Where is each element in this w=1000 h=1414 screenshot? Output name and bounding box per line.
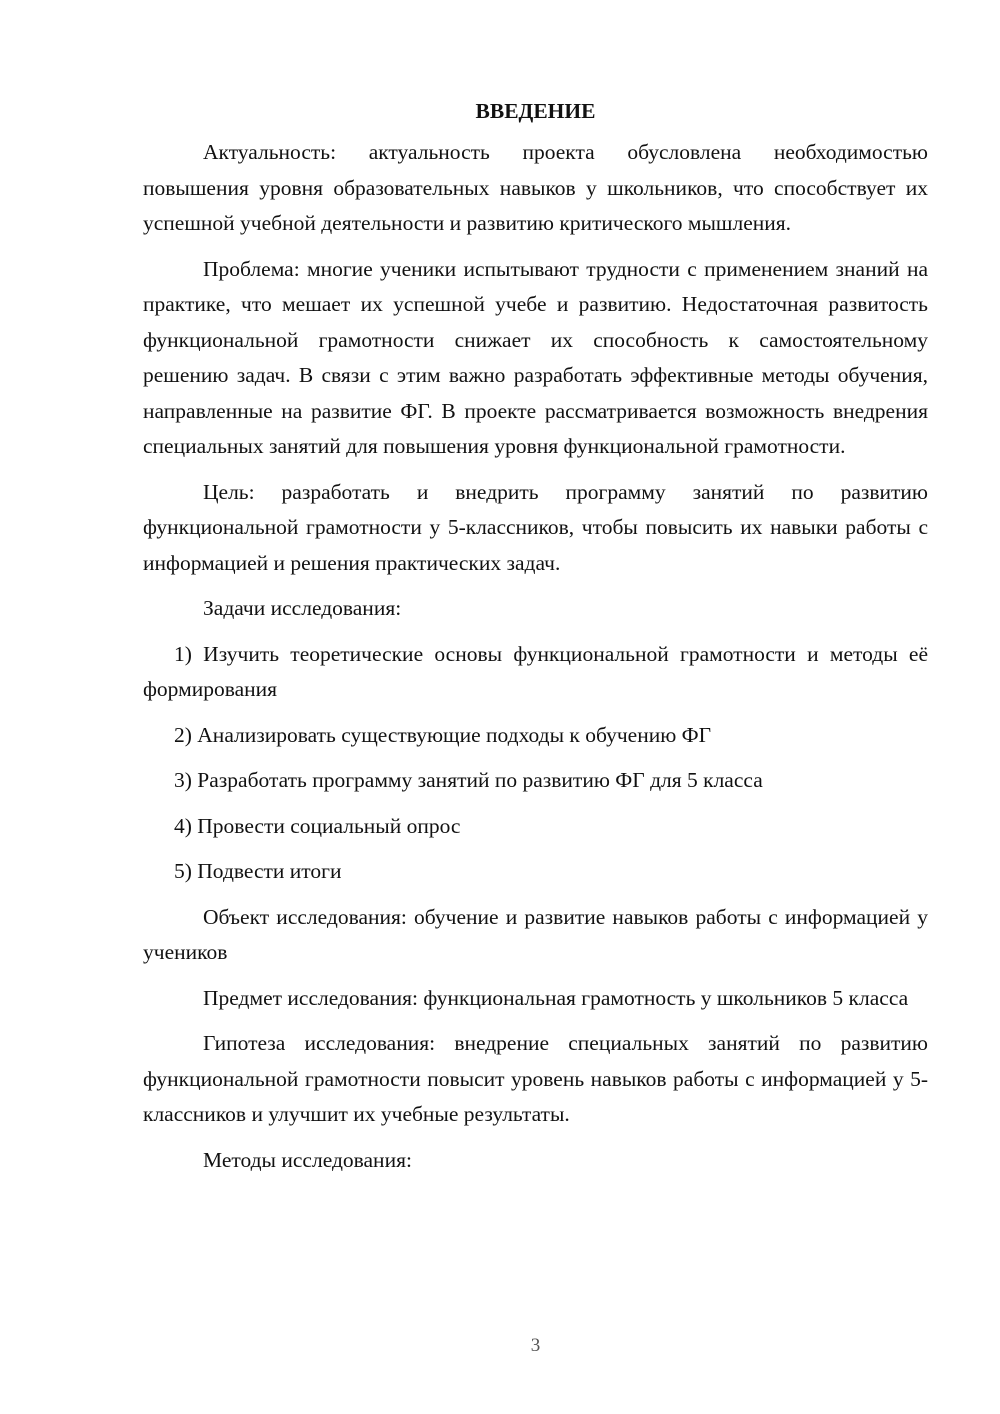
goal-paragraph: Цель: разработать и внедрить программу занятий по развитию функциональной грамотности у 5-классников, чтобы повысить их навыки работы с информацией и решения практических задач. [143,479,928,575]
document-page [143,96,928,1188]
relevance-paragraph: Актуальность: актуальность проекта обусловлена необходимостью повышения уровня образовательных навыков у школьников, что способствует их успешной учебной деятельности и развитию критического мышления. [143,140,928,235]
hypothesis-paragraph: Гипотеза исследования: внедрение специальных занятий по развитию функциональной грамотности повысит уровень навыков работы с информацией у 5-классников и улучшит их учебные результаты. [143,1031,928,1126]
section-title: ВВЕДЕНИЕ [475,99,596,123]
task-item: 2) Анализировать существующие подходы к обучению ФГ [174,722,712,747]
subject-paragraph: Предмет исследования: функциональная грамотность у школьников 5 класса [203,985,909,1010]
task-item: 3) Разработать программу занятий по развитию ФГ для 5 класса [174,768,763,792]
object-paragraph: Объект исследования: обучение и развитие навыков работы с информацией у учеников [143,904,928,964]
task-item: 5) Подвести итоги [174,859,342,883]
tasks-heading: Задачи исследования: [203,596,402,620]
task-item: 1) Изучить теоретические основы функциональной грамотности и методы её формирования [143,641,928,701]
problem-paragraph: Проблема: многие ученики испытывают трудности с применением знаний на практике, что мешает их успешной учебе и развитию. Недостаточная развитость функциональной грамотности снижает их способность к самостоятельному решению задач. В связи с этим важно разработать эффективные методы обучения, направленные на развитие ФГ. В проекте рассматривается возможность внедрения специальных занятий для повышения уровня функциональной грамотности. [143,256,928,458]
methods-heading: Методы исследования: [203,1147,412,1172]
task-item: 4) Провести социальный опрос [174,813,461,838]
page-number: 3 [530,1335,541,1356]
